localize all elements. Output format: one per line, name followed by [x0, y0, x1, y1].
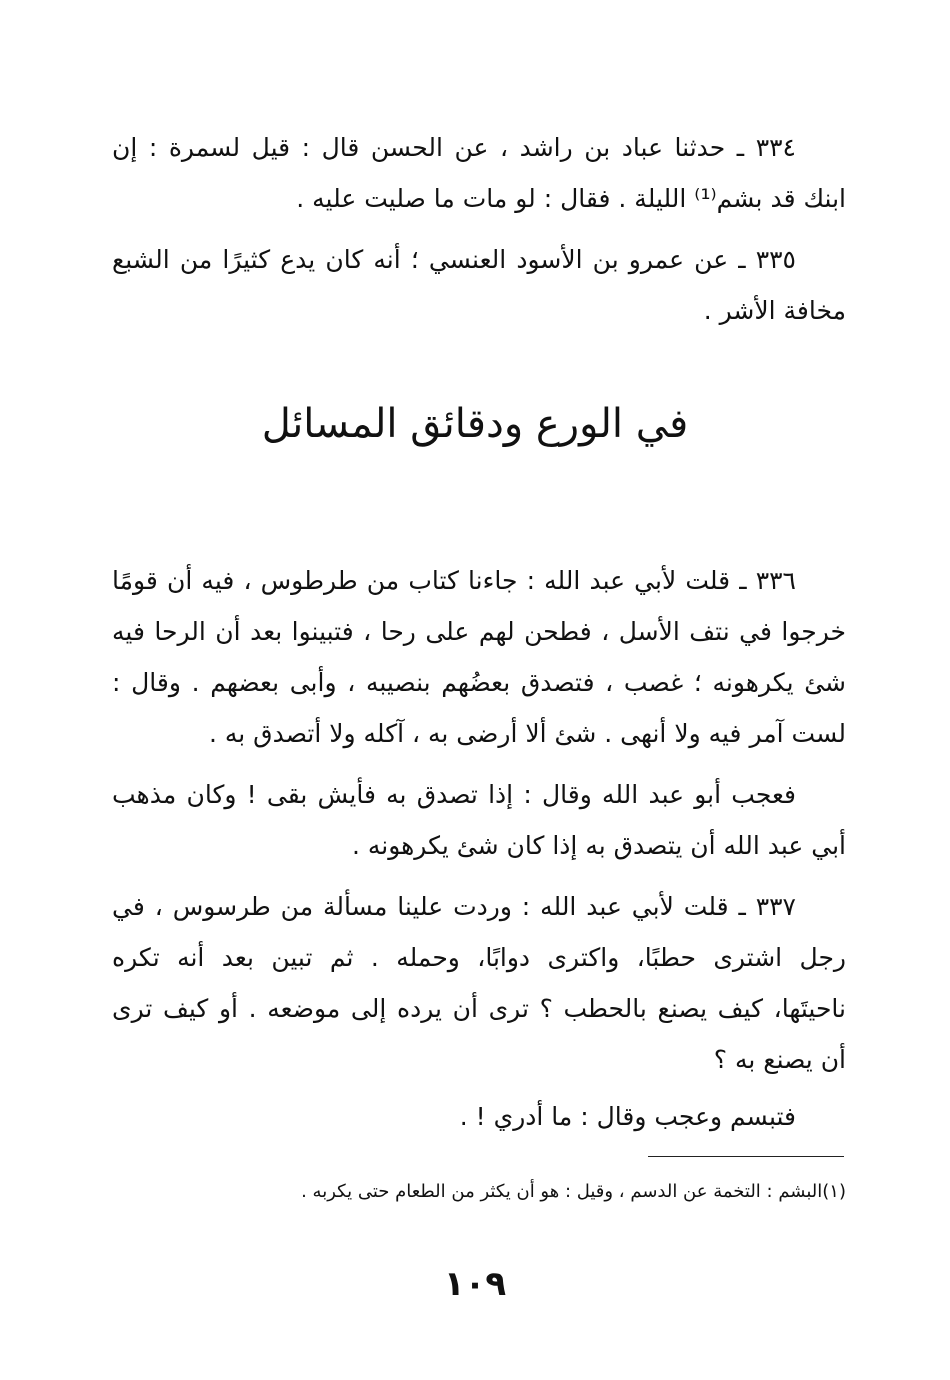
line-text: ٣٣٤ ـ حدثنا عباد بن راشد ، عن الحسن قال : قيل لسمرة : إن — [112, 133, 796, 162]
line-text: ٣٣٦ ـ قلت لأبي عبد الله : جاءنا كتاب من طرطوس ، فيه أن قومًا — [112, 566, 796, 595]
paragraph-line — [112, 932, 846, 983]
paragraph-336 — [112, 555, 846, 759]
footnote-divider — [648, 1156, 844, 1157]
paragraph-line — [112, 234, 846, 285]
footnote: (١)البشم : التخمة عن الدسم ، وقيل : هو أن يكثر من الطعام حتى يكربه . — [301, 1181, 846, 1202]
paragraph-line — [112, 1091, 846, 1142]
paragraph-line — [112, 820, 846, 871]
line-text: أن يصنع به ؟ — [713, 1045, 846, 1074]
paragraph-line — [112, 606, 846, 657]
paragraph-line — [112, 173, 846, 224]
line-text: لست آمر فيه ولا أنهى . شئ ألا أرضى به ، آكله ولا أتصدق به . — [208, 719, 846, 748]
paragraph-line — [112, 983, 846, 1034]
paragraph-337 — [112, 881, 846, 1085]
line-text: ابنك قد بشم⁽¹⁾ الليلة . فقال : لو مات ما صليت عليه . — [296, 184, 846, 213]
line-text: خرجوا في نتف الأسل ، فطحن لهم على رحا ، فتبينوا بعد أن الرحا فيه — [112, 617, 846, 646]
line-text: مخافة الأشر . — [703, 296, 846, 325]
paragraph-334 — [112, 122, 846, 224]
paragraph-line — [112, 122, 846, 173]
paragraph-line — [112, 285, 846, 336]
line-text: أبي عبد الله أن يتصدق به إذا كان شئ يكرهونه . — [351, 831, 846, 860]
section-heading: في الورع ودقائق المسائل — [261, 401, 689, 447]
text-block-main — [112, 555, 846, 1142]
line-text: رجل اشترى حطبًا، واكترى دوابًا، وحمله . ثم تبين بعد أنه تكره — [112, 943, 846, 972]
line-text: ٣٣٧ ـ قلت لأبي عبد الله : وردت علينا مسألة من طرسوس ، في — [112, 892, 796, 921]
line-text: فتبسم وعجب وقال : ما أدري ! . — [459, 1102, 796, 1131]
line-text: فعجب أبو عبد الله وقال : إذا تصدق به فأيش بقى ! وكان مذهب — [112, 780, 796, 809]
text-block-top — [112, 122, 846, 336]
line-text: ٣٣٥ ـ عن عمرو بن الأسود العنسي ؛ أنه كان يدع كثيرًا من الشبع — [112, 245, 796, 274]
paragraph-line — [112, 881, 846, 932]
line-text: ناحيتَها، كيف يصنع بالحطب ؟ ترى أن يرده إلى موضعه . أو كيف ترى — [112, 994, 846, 1023]
paragraph-336-comment — [112, 769, 846, 871]
paragraph-337-comment — [112, 1091, 846, 1142]
paragraph-line — [112, 769, 846, 820]
paragraph-line — [112, 555, 846, 606]
page-number: ١٠٩ — [443, 1264, 507, 1304]
paragraph-line — [112, 1034, 846, 1085]
paragraph-line — [112, 657, 846, 708]
paragraph-line — [112, 708, 846, 759]
paragraph-335 — [112, 234, 846, 336]
line-text: شئ يكرهونه ؛ غصب ، فتصدق بعضُهم بنصيبه ، وأبى بعضهم . وقال : — [112, 668, 846, 697]
